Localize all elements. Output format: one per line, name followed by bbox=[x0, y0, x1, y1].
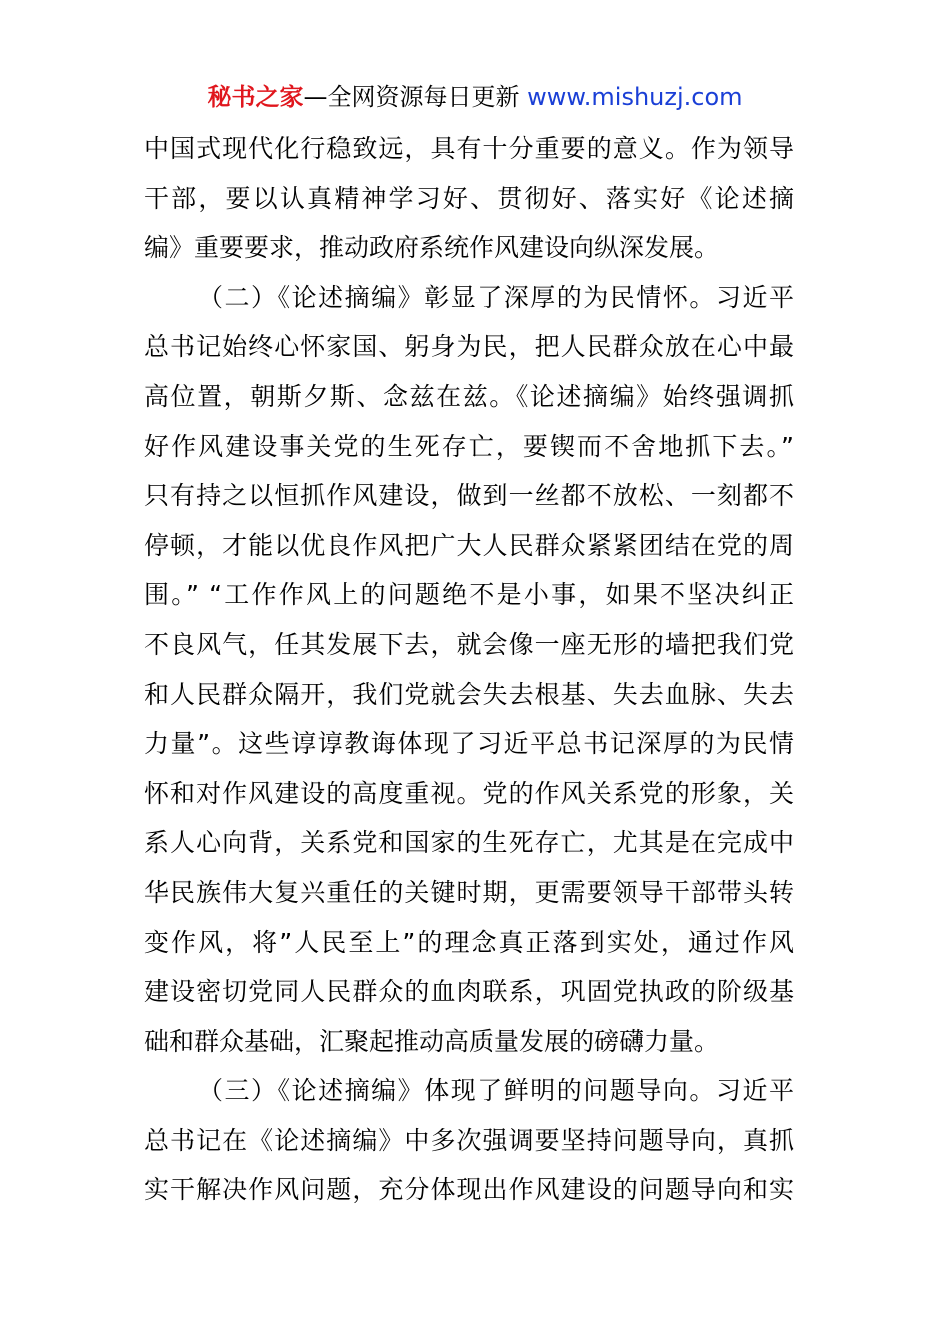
text-line: 怀和对作风建设的高度重视。党的作风关系党的形象，关 bbox=[144, 778, 794, 808]
text-line: 好作风建设事关党的生死存亡，要锲而不舍地抓下去。” bbox=[144, 431, 794, 461]
text-line: 编》重要要求，推动政府系统作风建设向纵深发展。 bbox=[144, 233, 720, 263]
document-body bbox=[144, 124, 794, 1215]
site-url-link[interactable]: www.mishuzj.com bbox=[527, 83, 743, 111]
site-header bbox=[0, 80, 950, 114]
text-line: 实干解决作风问题，充分体现出作风建设的问题导向和实 bbox=[144, 1175, 794, 1205]
text-line: 华民族伟大复兴重任的关键时期，更需要领导干部带头转 bbox=[144, 877, 794, 907]
site-brand: 秘书之家 bbox=[207, 83, 304, 111]
text-line: 建设密切党同人民群众的血肉联系，巩固党执政的阶级基 bbox=[144, 977, 794, 1007]
text-line: 和人民群众隔开，我们党就会失去根基、失去血脉、失去 bbox=[144, 679, 794, 709]
text-line: 础和群众基础，汇聚起推动高质量发展的磅礴力量。 bbox=[144, 1026, 720, 1056]
site-tagline: —全网资源每日更新 bbox=[303, 83, 520, 111]
section-heading-line: （二）《论述摘编》彰显了深厚的为民情怀。习近平 bbox=[198, 282, 794, 312]
text-line: 系人心向背，关系党和国家的生死存亡，尤其是在完成中 bbox=[144, 828, 794, 858]
section-heading-line: （三）《论述摘编》体现了鲜明的问题导向。习近平 bbox=[198, 1076, 794, 1106]
text-line: 总书记始终心怀家国、躬身为民，把人民群众放在心中最 bbox=[144, 332, 794, 362]
text-line: 变作风，将”人民至上”的理念真正落到实处，通过作风 bbox=[144, 927, 794, 957]
text-line: 中国式现代化行稳致远，具有十分重要的意义。作为领导 bbox=[144, 134, 794, 163]
text-line: 只有持之以恒抓作风建设，做到一丝都不放松、一刻都不 bbox=[144, 481, 794, 511]
text-line: 停顿，才能以优良作风把广大人民群众紧紧团结在党的周 bbox=[144, 530, 794, 560]
text-line: 不良风气，任其发展下去，就会像一座无形的墙把我们党 bbox=[144, 629, 794, 659]
text-line: 围。” “工作作风上的问题绝不是小事，如果不坚决纠正 bbox=[144, 580, 794, 610]
text-line: 力量”。这些谆谆教诲体现了习近平总书记深厚的为民情 bbox=[144, 729, 794, 759]
text-line: 干部，要以认真精神学习好、贯彻好、落实好《论述摘 bbox=[144, 183, 794, 213]
text-line: 高位置，朝斯夕斯、念兹在兹。《论述摘编》始终强调抓 bbox=[144, 381, 794, 411]
text-line: 总书记在《论述摘编》中多次强调要坚持问题导向，真抓 bbox=[144, 1125, 794, 1155]
